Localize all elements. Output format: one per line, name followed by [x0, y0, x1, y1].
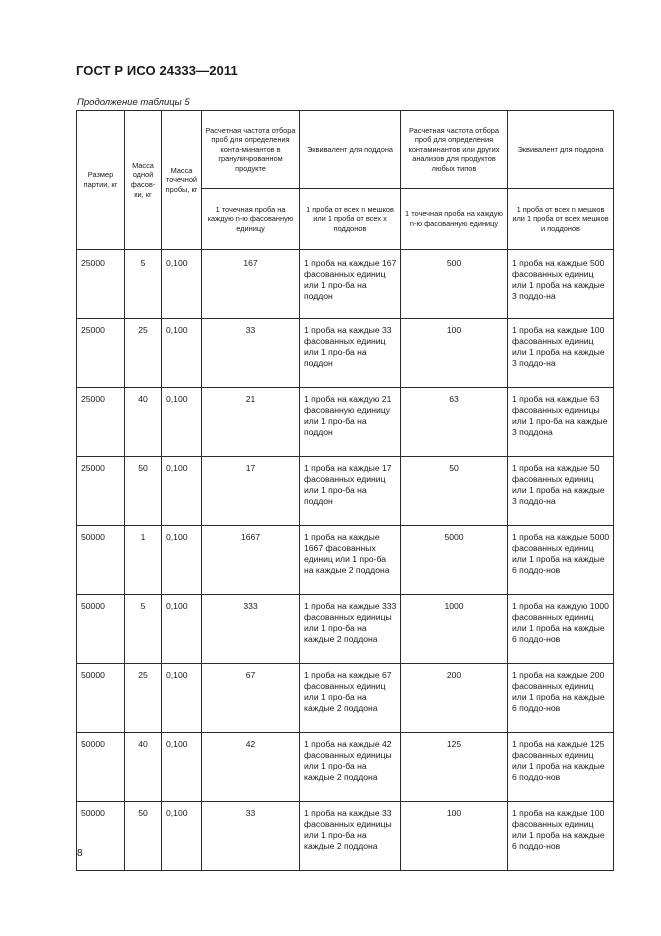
cell-equiv-granular: 1 проба на каждую 21 фасованную единицу или 1 про-ба на поддон	[300, 388, 401, 457]
subheader-freq-granular: 1 точечная проба на каждую n-ю фасованную единицу	[202, 189, 300, 250]
subheader-equiv-granular: 1 проба от всех n мешков или 1 проба от всех x поддонов	[300, 189, 401, 250]
table-row	[77, 250, 614, 319]
subheader-equiv-any: 1 проба от всех n мешков или 1 проба от всех мешков и поддонов	[508, 189, 614, 250]
table-row	[77, 664, 614, 733]
subheader-freq-any: 1 точечная проба на каждую n-ю фасованную единицу	[401, 189, 508, 250]
cell-lot-size: 25000	[77, 250, 125, 319]
cell-sample-mass: 0,100	[162, 250, 202, 319]
cell-equiv-granular: 1 проба на каждые 33 фасованных единиц или 1 про-ба на поддон	[300, 319, 401, 388]
header-equiv-granular: Эквивалент для поддона	[300, 111, 401, 189]
cell-lot-size: 50000	[77, 733, 125, 802]
table-row	[77, 457, 614, 526]
cell-freq-granular: 33	[202, 319, 300, 388]
cell-sample-mass: 0,100	[162, 733, 202, 802]
cell-equiv-any: 1 проба на каждые 125 фасованных единиц или 1 проба на каждые 6 поддо-нов	[508, 733, 614, 802]
cell-equiv-any: 1 проба на каждую 1000 фасованных единиц или 1 проба на каждые 6 поддо-нов	[508, 595, 614, 664]
cell-freq-any: 100	[401, 319, 508, 388]
cell-freq-any: 50	[401, 457, 508, 526]
cell-freq-granular: 333	[202, 595, 300, 664]
cell-sample-mass: 0,100	[162, 319, 202, 388]
cell-lot-size: 25000	[77, 319, 125, 388]
cell-freq-any: 63	[401, 388, 508, 457]
table-row	[77, 319, 614, 388]
cell-freq-any: 100	[401, 802, 508, 871]
header-freq-any: Расчетная частота отбора проб для определения контаминантов или других анализов для продуктов любых типов	[401, 111, 508, 189]
cell-freq-any: 5000	[401, 526, 508, 595]
header-lot-size: Размер партии, кг	[77, 111, 125, 250]
cell-freq-granular: 1667	[202, 526, 300, 595]
cell-unit-mass: 25	[125, 664, 162, 733]
table-row	[77, 388, 614, 457]
cell-unit-mass: 40	[125, 733, 162, 802]
cell-freq-granular: 67	[202, 664, 300, 733]
table-row	[77, 526, 614, 595]
cell-freq-any: 125	[401, 733, 508, 802]
cell-unit-mass: 1	[125, 526, 162, 595]
cell-freq-any: 1000	[401, 595, 508, 664]
header-equiv-any: Эквивалент для поддона	[508, 111, 614, 189]
cell-lot-size: 50000	[77, 664, 125, 733]
cell-freq-any: 500	[401, 250, 508, 319]
cell-freq-granular: 21	[202, 388, 300, 457]
cell-freq-granular: 42	[202, 733, 300, 802]
cell-freq-granular: 33	[202, 802, 300, 871]
cell-unit-mass: 50	[125, 457, 162, 526]
cell-equiv-granular: 1 проба на каждые 33 фасованных единицы или 1 про-ба на каждые 2 поддона	[300, 802, 401, 871]
cell-unit-mass: 50	[125, 802, 162, 871]
table-continuation-label: Продолжение таблицы 5	[77, 97, 190, 108]
cell-equiv-granular: 1 проба на каждые 17 фасованных единиц или 1 про-ба на поддон	[300, 457, 401, 526]
sampling-frequency-table	[76, 110, 614, 871]
cell-lot-size: 25000	[77, 388, 125, 457]
cell-equiv-any: 1 проба на каждые 100 фасованных единиц или 1 проба на каждые 6 поддо-нов	[508, 802, 614, 871]
cell-equiv-granular: 1 проба на каждые 1667 фасованных единиц или 1 про-ба на каждые 2 поддона	[300, 526, 401, 595]
cell-sample-mass: 0,100	[162, 457, 202, 526]
cell-equiv-any: 1 проба на каждые 50 фасованных единиц или 1 проба на каждые 3 поддо-на	[508, 457, 614, 526]
table-row	[77, 595, 614, 664]
cell-unit-mass: 40	[125, 388, 162, 457]
cell-freq-granular: 167	[202, 250, 300, 319]
header-unit-mass: Масса одной фасов-ки, кг	[125, 111, 162, 250]
cell-freq-any: 200	[401, 664, 508, 733]
cell-lot-size: 50000	[77, 802, 125, 871]
cell-equiv-any: 1 проба на каждые 100 фасованных единиц или 1 проба на каждые 3 поддо-на	[508, 319, 614, 388]
cell-unit-mass: 5	[125, 595, 162, 664]
cell-sample-mass: 0,100	[162, 802, 202, 871]
cell-lot-size: 50000	[77, 595, 125, 664]
cell-lot-size: 25000	[77, 457, 125, 526]
cell-lot-size: 50000	[77, 526, 125, 595]
cell-sample-mass: 0,100	[162, 664, 202, 733]
table-row	[77, 802, 614, 871]
cell-equiv-any: 1 проба на каждые 5000 фасованных единиц или 1 проба на каждые 6 поддо-нов	[508, 526, 614, 595]
header-freq-granular: Расчетная частота отбора проб для определения конта-минантов в грануличрованном продукте	[202, 111, 300, 189]
document-title: ГОСТ Р ИСО 24333—2011	[76, 63, 238, 78]
cell-equiv-granular: 1 проба на каждые 333 фасованных единицы или 1 про-ба на каждые 2 поддона	[300, 595, 401, 664]
cell-equiv-granular: 1 проба на каждые 167 фасованных единиц или 1 про-ба на поддон	[300, 250, 401, 319]
cell-unit-mass: 25	[125, 319, 162, 388]
cell-equiv-any: 1 проба на каждые 500 фасованных единиц или 1 проба на каждые 3 поддо-на	[508, 250, 614, 319]
cell-equiv-any: 1 проба на каждые 200 фасованных единиц или 1 проба на каждые 6 поддо-нов	[508, 664, 614, 733]
cell-unit-mass: 5	[125, 250, 162, 319]
table-row	[77, 733, 614, 802]
cell-sample-mass: 0,100	[162, 526, 202, 595]
cell-equiv-granular: 1 проба на каждые 67 фасованных единиц или 1 про-ба на каждые 2 поддона	[300, 664, 401, 733]
cell-equiv-granular: 1 проба на каждые 42 фасованных единицы или 1 про-ба на каждые 2 поддона	[300, 733, 401, 802]
cell-equiv-any: 1 проба на каждые 63 фасованных единицы или 1 про-ба на каждые 3 поддона	[508, 388, 614, 457]
cell-freq-granular: 17	[202, 457, 300, 526]
cell-sample-mass: 0,100	[162, 388, 202, 457]
page-number: 8	[77, 848, 83, 859]
cell-sample-mass: 0,100	[162, 595, 202, 664]
header-sample-mass: Масса точечной пробы, кг	[162, 111, 202, 250]
